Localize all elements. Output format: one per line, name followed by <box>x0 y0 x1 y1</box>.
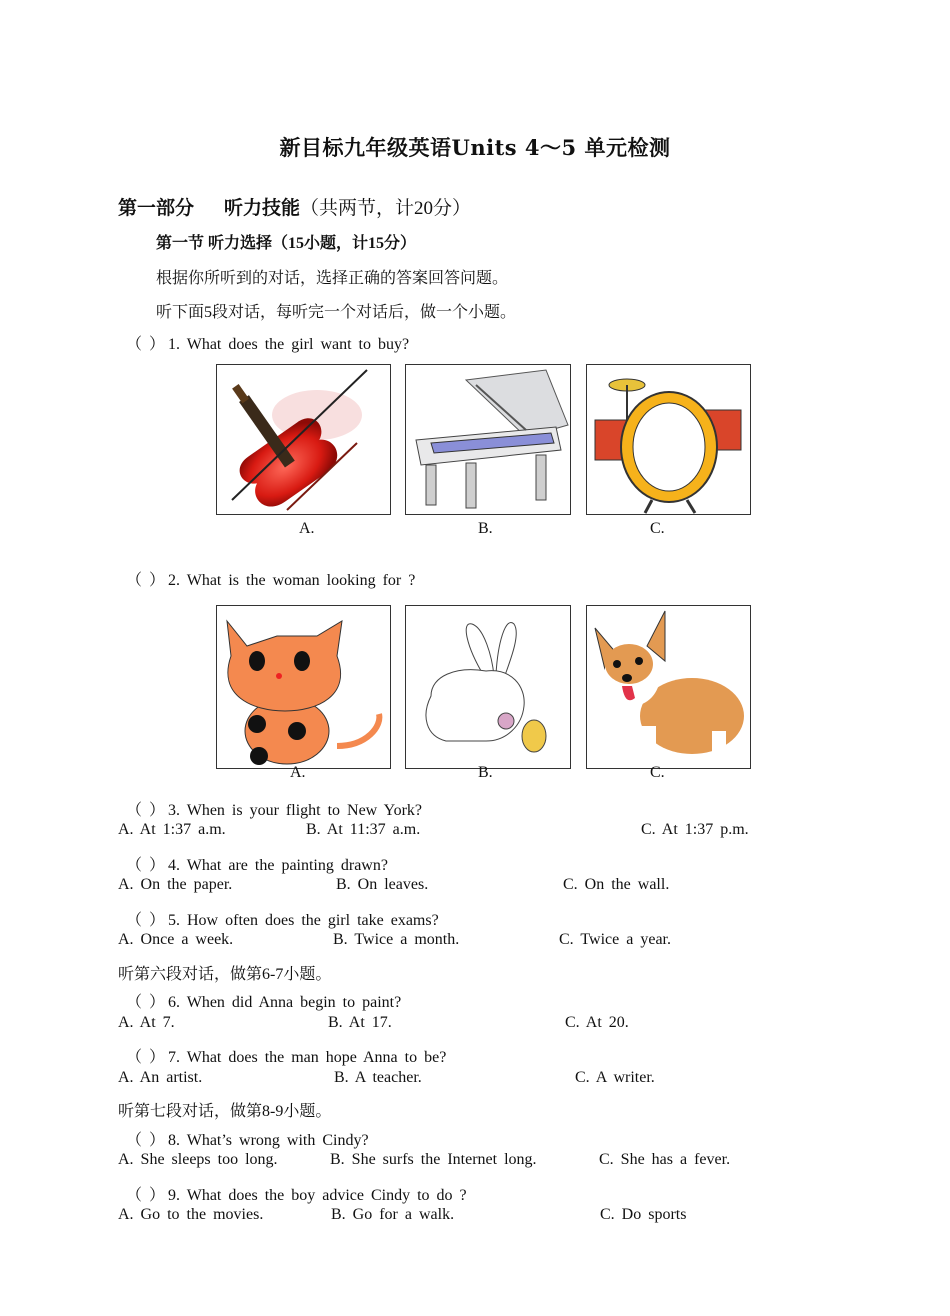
section-heading: 第一节 听力选择（15小题，计15分） <box>156 235 417 252</box>
answer-blank[interactable]: （ ） <box>126 336 166 353</box>
question-3 <box>126 797 422 820</box>
option-b: B. She surfs the Internet long. <box>330 1151 537 1168</box>
answer-blank[interactable]: （ ） <box>126 1132 166 1149</box>
question-text: 4. What are the painting drawn? <box>168 857 388 874</box>
part-label: 第一部分 <box>118 198 195 219</box>
option-label-c: C. <box>650 520 665 537</box>
answer-blank[interactable]: （ ） <box>126 912 166 929</box>
option-label-a: A. <box>299 520 315 537</box>
option-b: B. At 17. <box>328 1014 392 1031</box>
option-b: B. Go for a walk. <box>331 1206 455 1223</box>
option-a: A. An artist. <box>118 1069 203 1086</box>
question-text: 8. What’s wrong with Cindy? <box>168 1132 369 1149</box>
question-text: 2. What is the woman looking for ? <box>168 572 416 589</box>
question-2 <box>126 567 415 590</box>
option-a: A. Go to the movies. <box>118 1206 264 1223</box>
option-c: C. Twice a year. <box>559 931 671 948</box>
part-name: 听力技能 <box>224 198 301 219</box>
option-label-b: B. <box>478 764 493 781</box>
option-c: C. At 20. <box>565 1014 629 1031</box>
piano-image <box>405 364 571 515</box>
option-a: A. On the paper. <box>118 876 233 893</box>
question-4 <box>126 852 388 875</box>
cat-image <box>216 605 391 769</box>
option-label-c: C. <box>650 764 665 781</box>
page-title: 新目标九年级英语Units 4～5 单元检测 <box>279 135 671 160</box>
answer-blank[interactable]: （ ） <box>126 572 166 589</box>
option-b: B. A teacher. <box>334 1069 422 1086</box>
question-text: 1. What does the girl want to buy? <box>168 336 410 353</box>
question-9 <box>126 1182 467 1205</box>
option-label-b: B. <box>478 520 493 537</box>
option-a: A. She sleeps too long. <box>118 1151 278 1168</box>
question-7 <box>126 1044 446 1067</box>
option-a: A. At 7. <box>118 1014 175 1031</box>
violin-image <box>216 364 391 515</box>
option-c: C. Do sports <box>600 1206 687 1223</box>
dialog-6-instruction: 听第六段对话，做第6-7小题。 <box>118 966 332 983</box>
question-text: 3. When is your flight to New York? <box>168 802 423 819</box>
option-a: A. At 1:37 a.m. <box>118 821 226 838</box>
option-c: C. On the wall. <box>563 876 670 893</box>
option-b: B. At 11:37 a.m. <box>306 821 421 838</box>
question-6 <box>126 989 401 1012</box>
dog-image <box>586 605 751 769</box>
dialog-7-instruction: 听第七段对话，做第8-9小题。 <box>118 1103 332 1120</box>
option-a: A. Once a week. <box>118 931 234 948</box>
question-5 <box>126 907 439 930</box>
option-label-a: A. <box>290 764 306 781</box>
answer-blank[interactable]: （ ） <box>126 1049 166 1066</box>
drum-kit-image <box>586 364 751 515</box>
answer-blank[interactable]: （ ） <box>126 994 166 1011</box>
part-heading <box>118 193 471 220</box>
question-text: 9. What does the boy advice Cindy to do ? <box>168 1187 467 1204</box>
question-text: 7. What does the man hope Anna to be? <box>168 1049 447 1066</box>
option-c: C. A writer. <box>575 1069 655 1086</box>
option-b: B. On leaves. <box>336 876 429 893</box>
option-c: C. At 1:37 p.m. <box>641 821 749 838</box>
question-text: 6. When did Anna begin to paint? <box>168 994 402 1011</box>
answer-blank[interactable]: （ ） <box>126 1187 166 1204</box>
instruction-2: 听下面5段对话，每听完一个对话后，做一个小题。 <box>156 304 517 321</box>
question-text: 5. How often does the girl take exams? <box>168 912 439 929</box>
part-note: （共两节，计20分） <box>300 198 472 219</box>
instruction-1: 根据你所听到的对话，选择正确的答案回答问题。 <box>156 270 509 287</box>
rabbit-image <box>405 605 571 769</box>
question-8 <box>126 1127 369 1150</box>
answer-blank[interactable]: （ ） <box>126 857 166 874</box>
answer-blank[interactable]: （ ） <box>126 802 166 819</box>
option-c: C. She has a fever. <box>599 1151 731 1168</box>
question-1 <box>126 331 409 354</box>
option-b: B. Twice a month. <box>333 931 460 948</box>
